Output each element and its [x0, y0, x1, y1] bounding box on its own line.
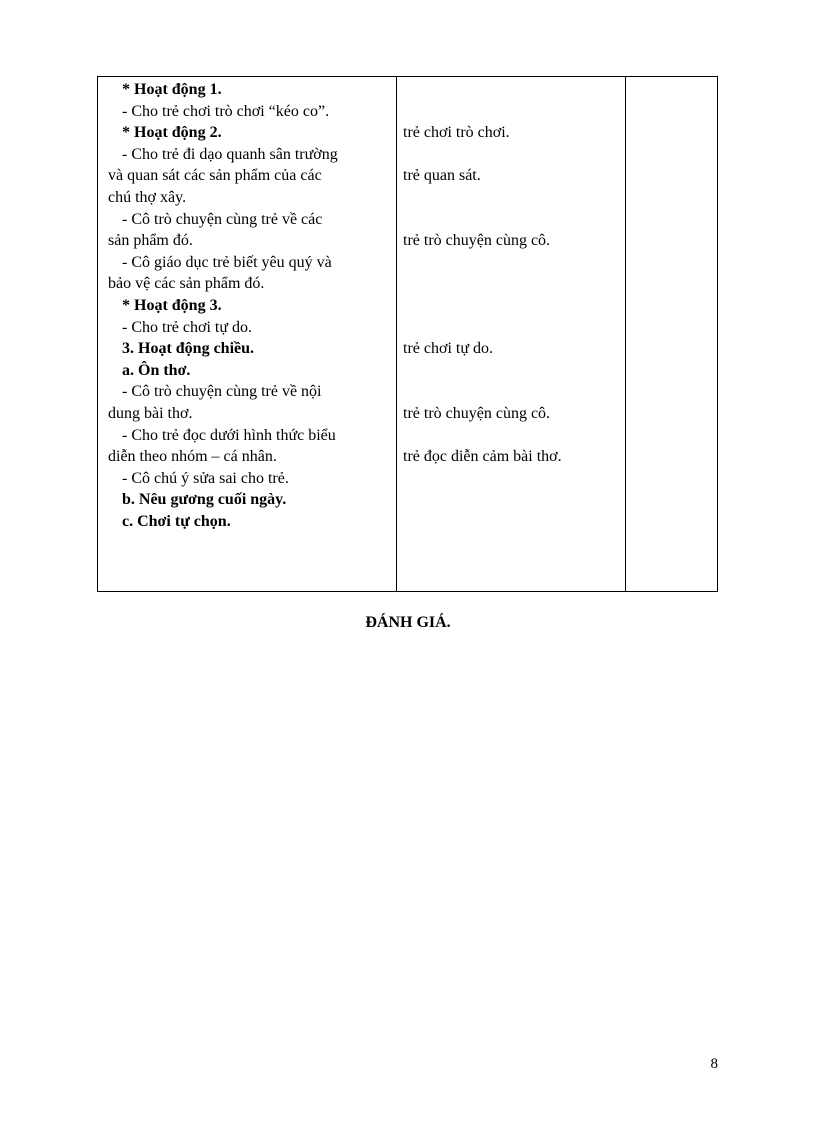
evaluation-heading: ĐÁNH GIÁ.	[365, 614, 451, 631]
child-line: trẻ chơi trò chơi.	[403, 124, 510, 142]
child-line: trẻ chơi tự do.	[403, 340, 493, 358]
activity-heading: b. Nêu gương cuối ngày.	[122, 491, 287, 509]
activity-line: diễn theo nhóm – cá nhân.	[108, 448, 277, 466]
child-activity-column	[396, 77, 626, 591]
child-line: trẻ quan sát.	[403, 167, 481, 185]
activity-heading: * Hoạt động 1.	[122, 81, 222, 98]
activity-line: - Cho trẻ chơi tự do.	[122, 318, 252, 336]
activity-line: - Cho trẻ đọc dưới hình thức biểu	[122, 426, 336, 444]
activity-heading: 3. Hoạt động chiều.	[122, 340, 255, 358]
activity-line: bảo vệ các sản phẩm đó.	[108, 275, 265, 293]
activity-line: và quan sát các sản phẩm của các	[108, 167, 322, 185]
activity-heading: * Hoạt động 3.	[122, 297, 222, 314]
notes-column	[625, 77, 717, 591]
lesson-plan-table	[97, 76, 718, 592]
activity-line: - Cô trò chuyện cùng trẻ về các	[122, 210, 323, 228]
activity-heading: * Hoạt động 2.	[122, 124, 222, 142]
activity-line: - Cho trẻ đi dạo quanh sân trường	[122, 145, 338, 163]
teacher-activity-column	[98, 77, 397, 591]
page-number: 8	[710, 1056, 718, 1072]
activity-line: - Cô chú ý sửa sai cho trẻ.	[122, 469, 289, 487]
activity-line: dung bài thơ.	[108, 405, 193, 422]
activity-heading: c. Chơi tự chọn.	[122, 513, 231, 530]
child-line: trẻ trò chuyện cùng cô.	[403, 232, 551, 250]
child-line: trẻ đọc diễn cảm bài thơ.	[403, 448, 562, 466]
activity-heading: a. Ôn thơ.	[122, 361, 191, 379]
activity-line: chú thợ xây.	[108, 189, 187, 206]
activity-line: sản phẩm đó.	[108, 232, 193, 250]
activity-line: - Cô trò chuyện cùng trẻ về nội	[122, 383, 322, 401]
activity-line: - Cô giáo dục trẻ biết yêu quý và	[122, 253, 332, 271]
activity-line: - Cho trẻ chơi trò chơi “kéo co”.	[122, 102, 330, 120]
child-line: trẻ trò chuyện cùng cô.	[403, 405, 551, 422]
